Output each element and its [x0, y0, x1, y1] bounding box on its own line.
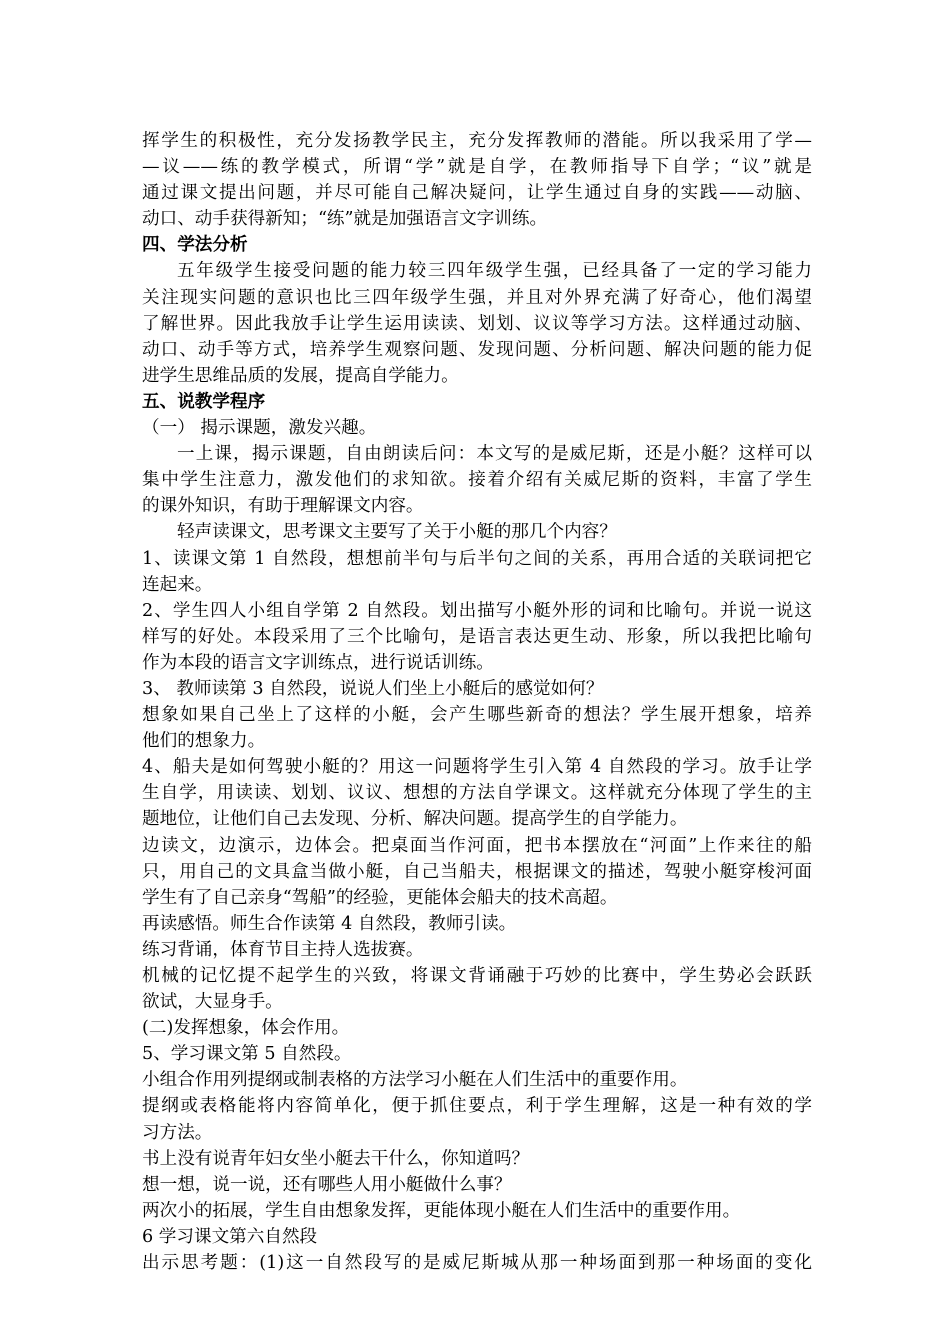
text-line: 边读文，边演示，边体会。把桌面当作河面，把书本摆放在“河面”上作来往的船 [142, 835, 812, 856]
document-page [142, 128, 812, 1276]
text-line: 6 学习课文第六自然段 [142, 1226, 318, 1247]
text-line: 关注现实问题的意识也比三四年级学生强，并且对外界充满了好奇心，他们渴望 [142, 287, 812, 308]
text-line: 通过课文提出问题，并尽可能自己解决疑问，让学生通过自身的实践——动脑、 [142, 183, 812, 204]
text-line: 题地位，让他们自己去发现、分析、解决问题。提高学生的自学能力。 [142, 809, 688, 830]
text-line: 想一想，说一说，还有哪些人用小艇做什么事？ [142, 1174, 512, 1195]
text-line: 他们的想象力。 [142, 731, 266, 752]
text-line: 轻声读课文，思考课文主要写了关于小艇的那几个内容？ [177, 522, 617, 543]
text-line: 书上没有说青年妇女坐小艇去干什么，你知道吗？ [142, 1148, 530, 1169]
text-line: 样写的好处。本段采用了三个比喻句，是语言表达更生动、形象，所以我把比喻句 [142, 626, 812, 647]
text-line: 进学生思维品质的发展，提高自学能力。 [142, 365, 459, 386]
text-line: 小组合作用列提纲或制表格的方法学习小艇在人们生活中的重要作用。 [142, 1070, 688, 1091]
text-line: 再读感悟。师生合作读第 4 自然段，教师引读。 [142, 913, 517, 934]
text-line: 5、学习课文第 5 自然段。 [142, 1044, 352, 1065]
text-line: 五年级学生接受问题的能力较三四年级学生强，已经具备了一定的学习能力 [177, 261, 812, 282]
text-line: 动口、动手等方式，培养学生观察问题、发现问题、分析问题、解决问题的能力促 [142, 339, 812, 360]
text-line: 想象如果自己坐上了这样的小艇，会产生哪些新奇的想法？学生展开想象，培养 [142, 705, 812, 726]
section-heading: 四、学法分析 [142, 235, 248, 256]
text-line: 提纲或表格能将内容简单化，便于抓住要点，利于学生理解，这是一种有效的学 [142, 1096, 812, 1117]
text-line: 练习背诵，体育节目主持人选拔赛。 [142, 939, 424, 960]
text-line: 集中学生注意力，激发他们的求知欲。接着介绍有关威尼斯的资料，丰富了学生 [142, 470, 812, 491]
text-line: 挥学生的积极性，充分发扬教学民主，充分发挥教师的潜能。所以我采用了学— [142, 131, 812, 151]
text-line: 生自学，用读读、划划、议议、想想的方法自学课文。这样就充分体现了学生的主 [142, 783, 812, 804]
subsection-heading: (二)发挥想象，体会作用。 [142, 1018, 350, 1039]
text-line: 的课外知识，有助于理解课文内容。 [142, 496, 424, 517]
subsection-heading: （一） 揭示课题，激发兴趣。 [142, 418, 377, 439]
text-line: 一上课，揭示课题，自由朗读后问：本文写的是威尼斯，还是小艇？这样可以 [177, 444, 812, 465]
text-line: 学生有了自己亲身“驾船”的经验，更能体会船夫的技术高超。 [142, 887, 618, 908]
text-line: 2、学生四人小组自学第 2 自然段。划出描写小艇外形的词和比喻句。并说一说这 [142, 600, 812, 621]
text-line: 出示思考题：(1)这一自然段写的是威尼斯城从那一种场面到那一种场面的变化 [142, 1253, 812, 1274]
text-line: —议——练的教学模式，所谓“学”就是自学，在教师指导下自学；“议”就是 [142, 157, 812, 178]
text-line: 欲试，大显身手。 [142, 992, 283, 1013]
text-line: 4、船夫是如何驾驶小艇的？用这一问题将学生引入第 4 自然段的学习。放手让学 [142, 757, 812, 778]
section-heading: 五、说教学程序 [142, 391, 266, 412]
text-line: 两次小的拓展，学生自由想象发挥，更能体现小艇在人们生活中的重要作用。 [142, 1200, 741, 1221]
text-line: 作为本段的语言文字训练点，进行说话训练。 [142, 652, 494, 673]
text-line: 习方法。 [142, 1122, 213, 1143]
text-line: 机械的记忆提不起学生的兴致，将课文背诵融于巧妙的比赛中，学生势必会跃跃 [142, 966, 812, 986]
text-line: 3、 教师读第 3 自然段，说说人们坐上小艇后的感觉如何？ [142, 678, 604, 699]
text-line: 连起来。 [142, 574, 213, 595]
text-line: 动口、动手获得新知；“练”就是加强语言文字训练。 [142, 209, 548, 230]
text-line: 只，用自己的文具盒当做小艇，自己当船夫，根据课文的描述，驾驶小艇穿梭河面 [142, 861, 812, 882]
text-line: 了解世界。因此我放手让学生运用读读、划划、议议等学习方法。这样通过动脑、 [142, 313, 812, 334]
text-line: 1、读课文第 1 自然段，想想前半句与后半句之间的关系，再用合适的关联词把它 [142, 548, 812, 569]
